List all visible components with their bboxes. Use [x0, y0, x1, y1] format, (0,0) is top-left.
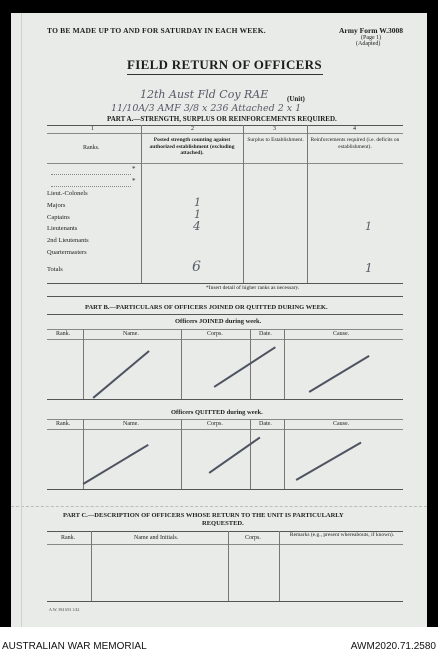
part-a-footnote: *Insert detail of higher ranks as necessary.: [206, 285, 300, 291]
top-note: TO BE MADE UP TO AND FOR SATURDAY IN EACH WEEK.: [47, 26, 266, 35]
quitted-col-divider-1: [83, 419, 84, 489]
footer-bar: [0, 627, 438, 653]
title-underline: [127, 74, 323, 75]
part-c-col-name: Name and Initials.: [134, 535, 179, 541]
part-c-col-divider-3: [279, 531, 280, 601]
joined-col-name: Name.: [123, 331, 139, 337]
col-header-reinforcements: Reinforcements required (i.e. deficits on establishment).: [310, 137, 400, 150]
form-number: Army Form W.3008: [339, 26, 403, 35]
part-b-title: PART B.—PARTICULARS OF OFFICERS JOINED OR QUITTED DURING WEEK.: [85, 304, 328, 311]
part-b-top-rule: [47, 296, 403, 297]
rank-majors: Majors: [47, 202, 66, 209]
star-mark-2: *: [132, 177, 136, 185]
reinf-totals: 1: [365, 261, 373, 275]
joined-col-cause: Cause.: [333, 331, 350, 337]
quitted-title: Officers QUITTED during week.: [171, 409, 263, 416]
rank-quartermasters: Quartermasters: [47, 249, 87, 256]
page-number: (Page 1): [361, 35, 382, 41]
quitted-col-divider-4: [284, 419, 285, 489]
part-c-col-divider-1: [91, 531, 92, 601]
quitted-col-date: Date.: [259, 421, 272, 427]
rank-lieut-colonels: Lieut.-Colonels: [47, 190, 88, 197]
part-a-col-divider-3: [307, 125, 308, 283]
quitted-title-rule: [47, 419, 403, 420]
posted-lieutenants: 4: [193, 219, 201, 233]
quitted-col-divider-3: [250, 419, 251, 489]
joined-corps-strikethrough: [214, 346, 276, 387]
posted-captains: 1: [194, 208, 201, 221]
quitted-col-rank: Rank.: [56, 421, 71, 427]
unit-handwriting-line1: 12th Aust Fld Coy RAE: [140, 88, 269, 101]
col-number-2: 2: [191, 126, 194, 132]
part-c-col-corps: Corps.: [245, 535, 261, 541]
footer-accession-number: AWM2020.71.2580: [350, 641, 436, 652]
col-number-3: 3: [273, 126, 276, 132]
adapted-label: (Adapted): [356, 41, 381, 47]
quitted-col-cause: Cause.: [333, 421, 350, 427]
joined-name-strikethrough: [93, 350, 150, 398]
left-margin-fold: [21, 13, 22, 627]
joined-col-corps: Corps.: [207, 331, 223, 337]
unit-handwriting-line2: 11/10A/3 AMF 3/8 x 236 Attached 2 x 1: [111, 103, 302, 114]
part-c-col-remarks: Remarks (e.g., present whereabouts, if known).: [289, 532, 395, 538]
joined-col-date: Date.: [259, 331, 272, 337]
part-a-title: PART A.—STRENGTH, SURPLUS OR REINFORCEMENTS REQUIRED.: [107, 115, 337, 123]
part-c-title-line1: PART C.—DESCRIPTION OF OFFICERS WHOSE RETURN TO THE UNIT IS PARTICULARLY: [63, 512, 344, 519]
form-title: FIELD RETURN OF OFFICERS: [127, 57, 322, 72]
part-a-col-divider-2: [243, 125, 244, 283]
reinf-lieutenants: 1: [365, 220, 372, 233]
part-a-bottom-rule: [47, 283, 403, 284]
joined-title: Officers JOINED during week.: [175, 318, 262, 325]
quitted-bottom-rule: [47, 489, 403, 490]
unit-label: (Unit): [287, 95, 305, 103]
part-c-bottom-rule: [47, 601, 403, 602]
quitted-corps-strikethrough: [209, 437, 261, 474]
print-code: A.W. 394 653 1/42: [49, 607, 80, 612]
blank-rank-dots-1: [51, 173, 131, 175]
posted-majors: 1: [194, 196, 201, 209]
joined-col-rank: Rank.: [56, 331, 71, 337]
joined-col-divider-2: [181, 329, 182, 399]
part-c-title-line2: REQUESTED.: [202, 520, 244, 527]
col-number-4: 4: [353, 126, 356, 132]
col-header-surplus: Surplus to Establishment.: [247, 137, 304, 143]
part-c-col-divider-2: [228, 531, 229, 601]
quitted-name-strikethrough: [83, 444, 149, 484]
posted-totals: 6: [192, 259, 201, 275]
rank-captains: Captains: [47, 214, 70, 221]
joined-cause-strikethrough: [309, 355, 370, 392]
quitted-cause-strikethrough: [296, 442, 362, 481]
rank-lieutenants: Lieutenants: [47, 225, 78, 232]
form-paper: [11, 13, 427, 627]
part-a-header-rule: [47, 163, 403, 164]
joined-col-divider-1: [83, 329, 84, 399]
col-header-posted: Posted strength counting against authorized establishment (excluding attached).: [149, 137, 235, 156]
quitted-col-corps: Corps.: [207, 421, 223, 427]
col-number-1: 1: [91, 126, 94, 132]
part-c-header-rule: [47, 544, 403, 545]
part-a-num-rule: [47, 133, 403, 134]
rank-2nd-lieutenants: 2nd Lieutenants: [47, 237, 89, 244]
footer-institution: AUSTRALIAN WAR MEMORIAL: [2, 641, 147, 652]
quitted-col-divider-2: [181, 419, 182, 489]
star-mark-1: *: [132, 165, 136, 173]
blank-rank-dots-2: [51, 185, 131, 187]
part-c-col-rank: Rank.: [61, 535, 76, 541]
part-a-top-rule: [47, 125, 403, 126]
joined-title-rule: [47, 329, 403, 330]
joined-bottom-rule: [47, 399, 403, 400]
col-header-ranks: Ranks.: [83, 145, 100, 151]
joined-header-rule: [47, 339, 403, 340]
part-a-col-divider-1: [141, 125, 142, 283]
part-b-title-rule: [47, 314, 403, 315]
joined-col-divider-4: [284, 329, 285, 399]
quitted-col-name: Name.: [123, 421, 139, 427]
quitted-header-rule: [47, 429, 403, 430]
paper-fold-line: [11, 506, 427, 508]
rank-totals: Totals: [47, 266, 63, 273]
